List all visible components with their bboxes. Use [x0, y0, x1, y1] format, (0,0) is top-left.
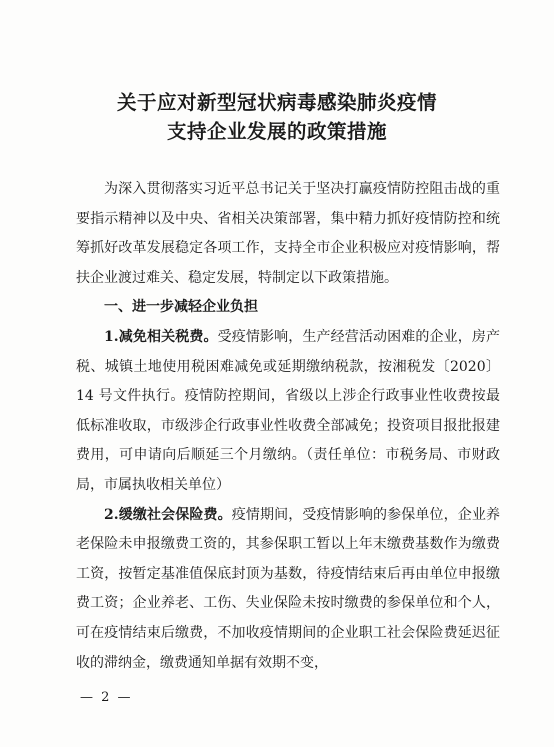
item-2-body: 疫情期间，受疫情影响的参保单位，企业养老保险未申报缴费工资的，其参保职工暂以上年末缴费基数作为缴费工资，按暂定基准值保底封顶为基数，待疫情结束后再由单位申报缴费工资；企业养老、工伤、失业保险未按时缴费的参保单位和个人，可在疫情结束后缴费，不加收疫情期间的企业职工社会保险费延迟征收的滞纳金，缴费通知单据有效期不变，: [76, 506, 500, 671]
intro-paragraph: 为深入贯彻落实习近平总书记关于坚决打赢疫情防控阻击战的重要指示精神以及中央、省相关决策部署，集中精力抓好疫情防控和统筹抓好改革发展稳定各项工作，支持全市企业积极应对疫情影响，帮扶企业渡过难关、稳定发展，特制定以下政策措施。: [76, 181, 500, 286]
title-line-1: 关于应对新型冠状病毒感染肺炎疫情: [116, 91, 437, 114]
item-1-paragraph: [76, 323, 500, 501]
section-heading-1: 一、进一步减轻企业负担: [104, 299, 258, 316]
page-number: — 2 —: [80, 690, 133, 705]
item-1-heading: 1.减免相关税费。: [104, 328, 218, 345]
document-title: [0, 88, 554, 146]
title-line-2: 支持企业发展的政策措施: [166, 120, 387, 143]
document-body: [76, 175, 500, 678]
item-2-heading: 2.缓缴社会保险费。: [104, 506, 232, 523]
item-2-paragraph: [76, 501, 500, 679]
item-1-body: 受疫情影响，生产经营活动困难的企业，房产税、城镇土地使用税困难减免或延期缴纳税款，按湘税发〔2020〕14 号文件执行。疫情防控期间，省级以上涉企行政事业性收费按最低标准收取，市级涉企行政事业性收费全部减免；投资项目报批报建费用，可申请向后顺延三个月缴纳。（责任单位：市税务局、市财政局，市属执收相关单位）: [76, 328, 500, 493]
